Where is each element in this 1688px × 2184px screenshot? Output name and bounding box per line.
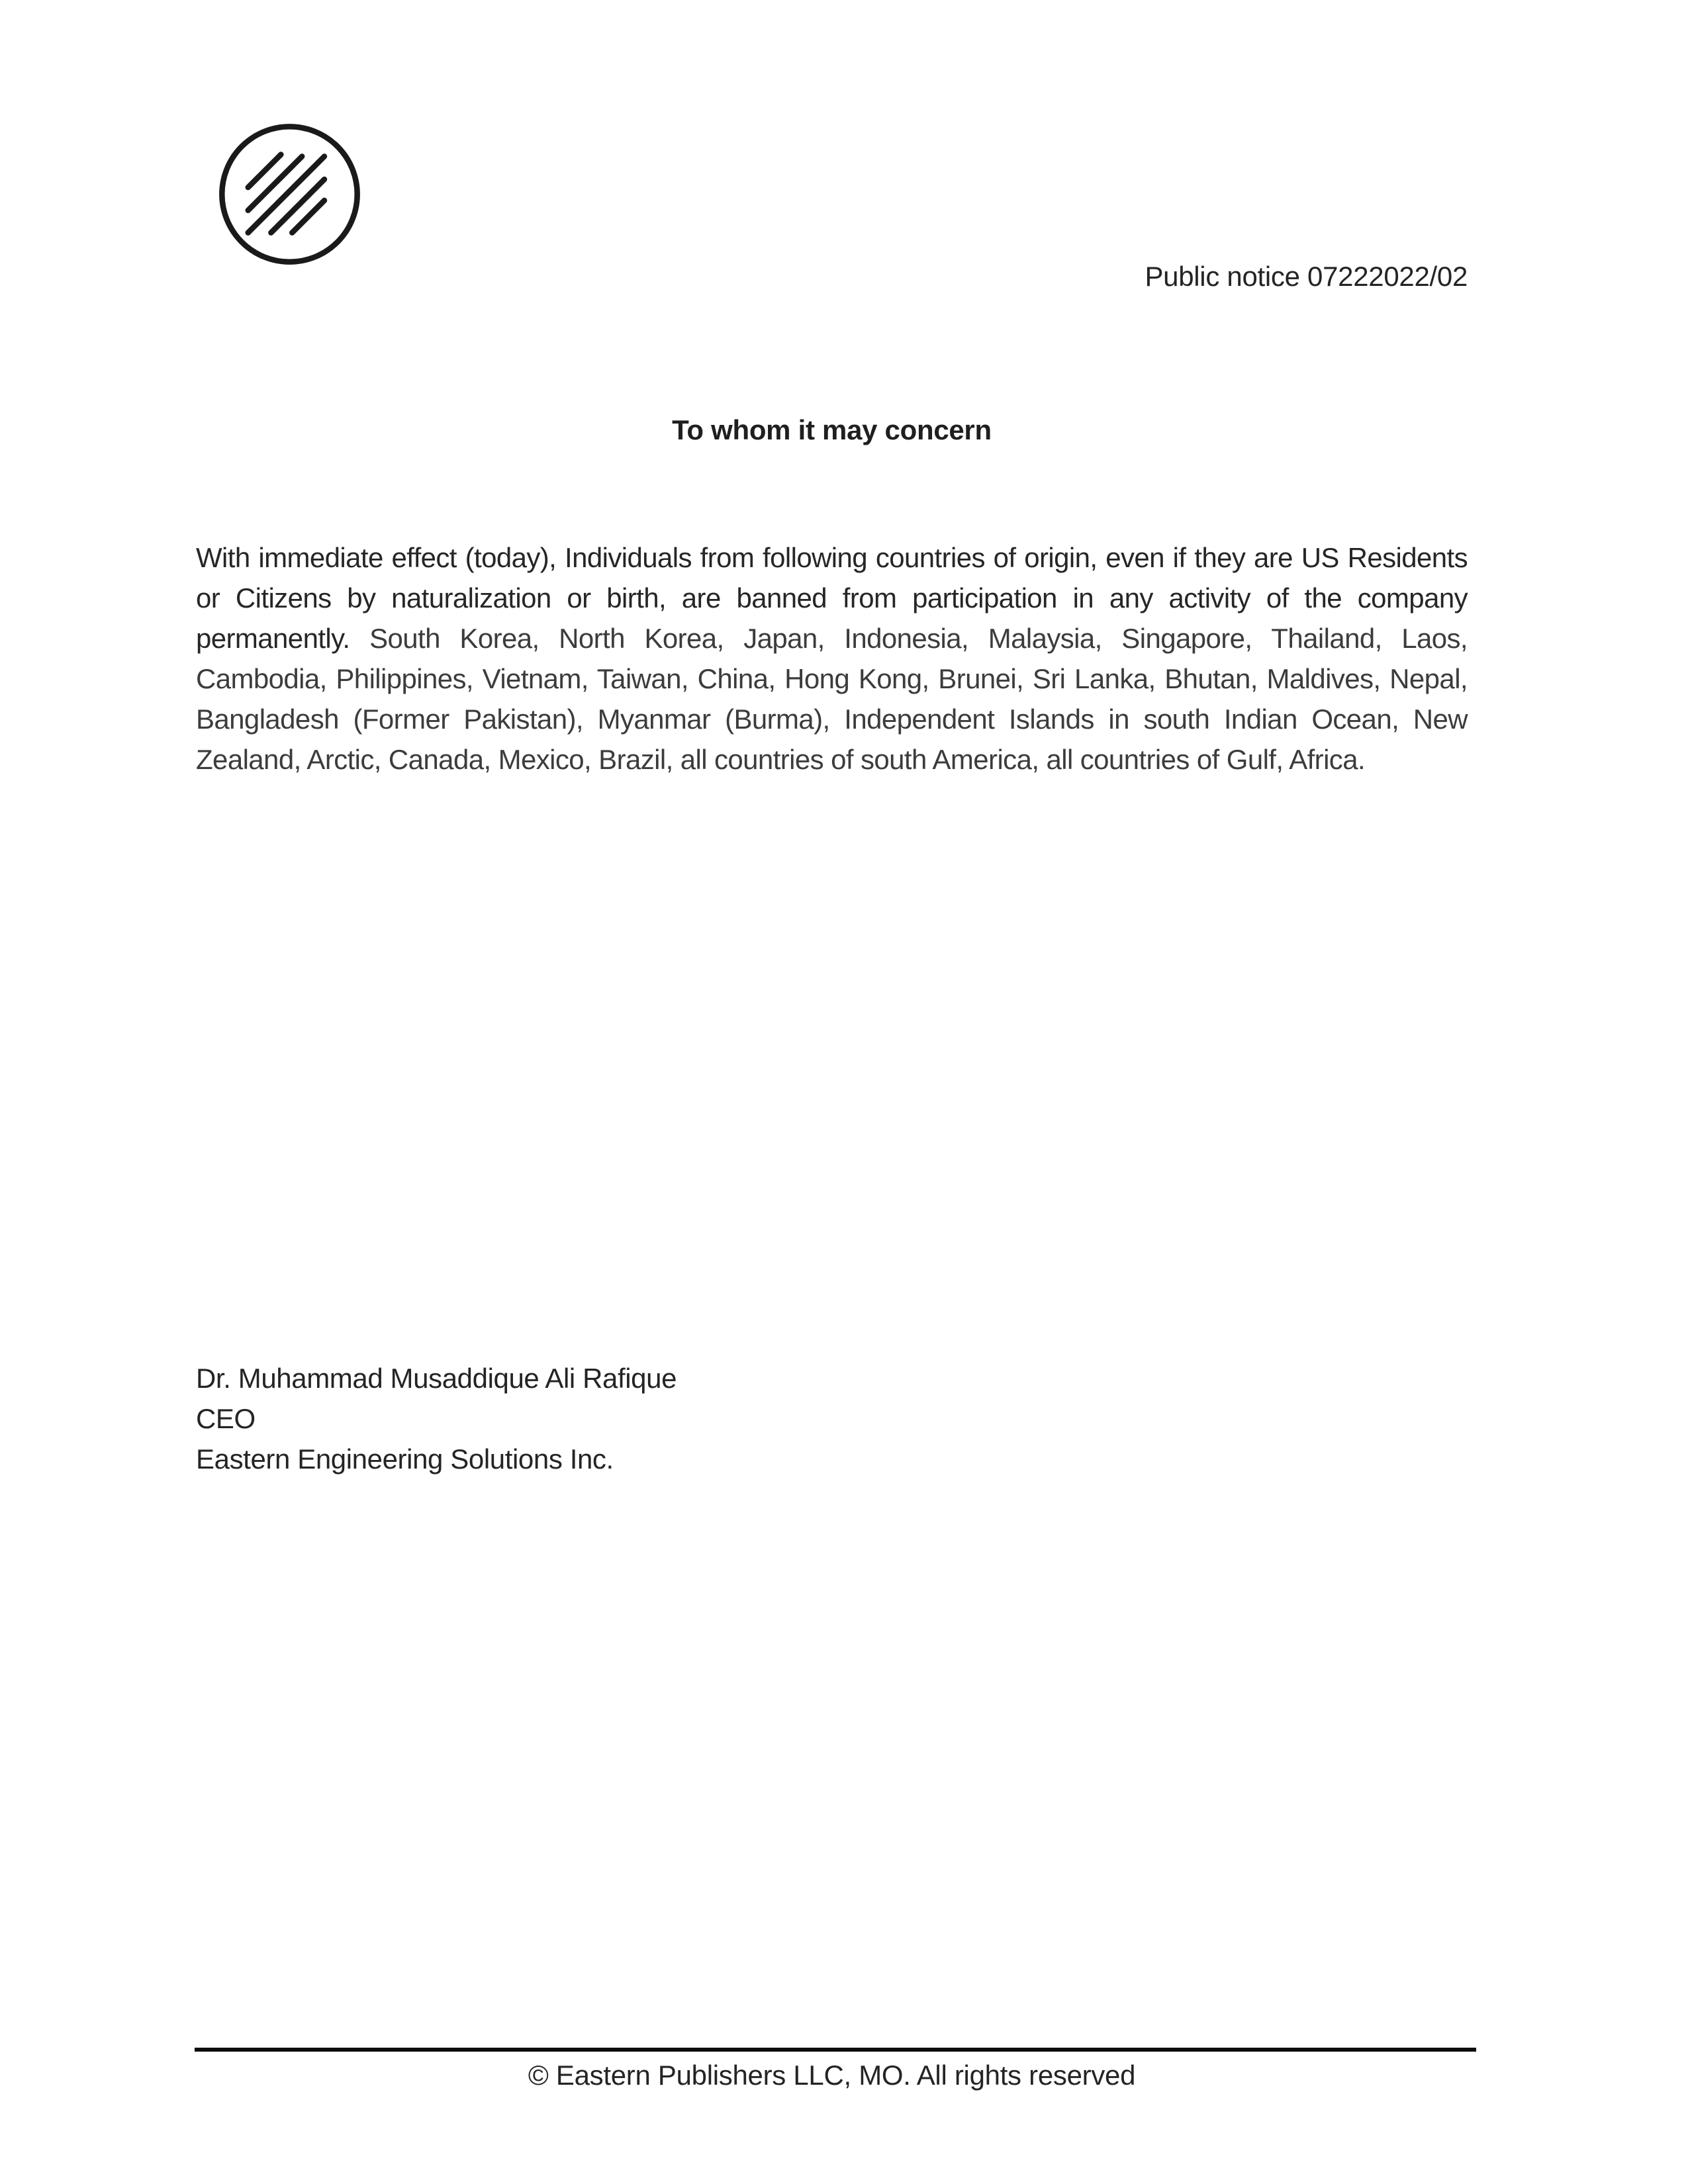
letter-body xyxy=(196,537,1468,780)
body-statement: With immediate effect (today), Individuals from following countries of origin, even if they are US Residents or Citizens by naturalization or birth, are banned from participation in any activity of the company permanently. xyxy=(196,542,1468,654)
signatory-company: Eastern Engineering Solutions Inc. xyxy=(196,1443,614,1475)
hatched-circle-logo-icon xyxy=(215,120,364,269)
letter-title: To whom it may concern xyxy=(672,414,992,445)
notice-reference: Public notice 07222022/02 xyxy=(1145,261,1468,292)
signature-block xyxy=(196,1358,677,1479)
body-country-list: South Korea, North Korea, Japan, Indonesia, Malaysia, Singapore, Thailand, Laos, Cambodia, Philippines, Vietnam, Taiwan, China, Hong Kong, Brunei, Sri Lanka, Bhutan, Maldives, Nepal, Bangladesh (Former Pakistan), Myanmar (Burma), Independent Islands in south Indian Ocean, New Zealand, Arctic, Canada, Mexico, Brazil, all countries of south America, all countries of Gulf, Africa. xyxy=(196,623,1468,775)
company-logo xyxy=(215,120,364,269)
signatory-title: CEO xyxy=(196,1403,256,1434)
footer-divider xyxy=(195,2048,1476,2052)
signatory-name: Dr. Muhammad Musaddique Ali Rafique xyxy=(196,1363,677,1394)
footer-copyright: © Eastern Publishers LLC, MO. All rights reserved xyxy=(528,2060,1136,2091)
